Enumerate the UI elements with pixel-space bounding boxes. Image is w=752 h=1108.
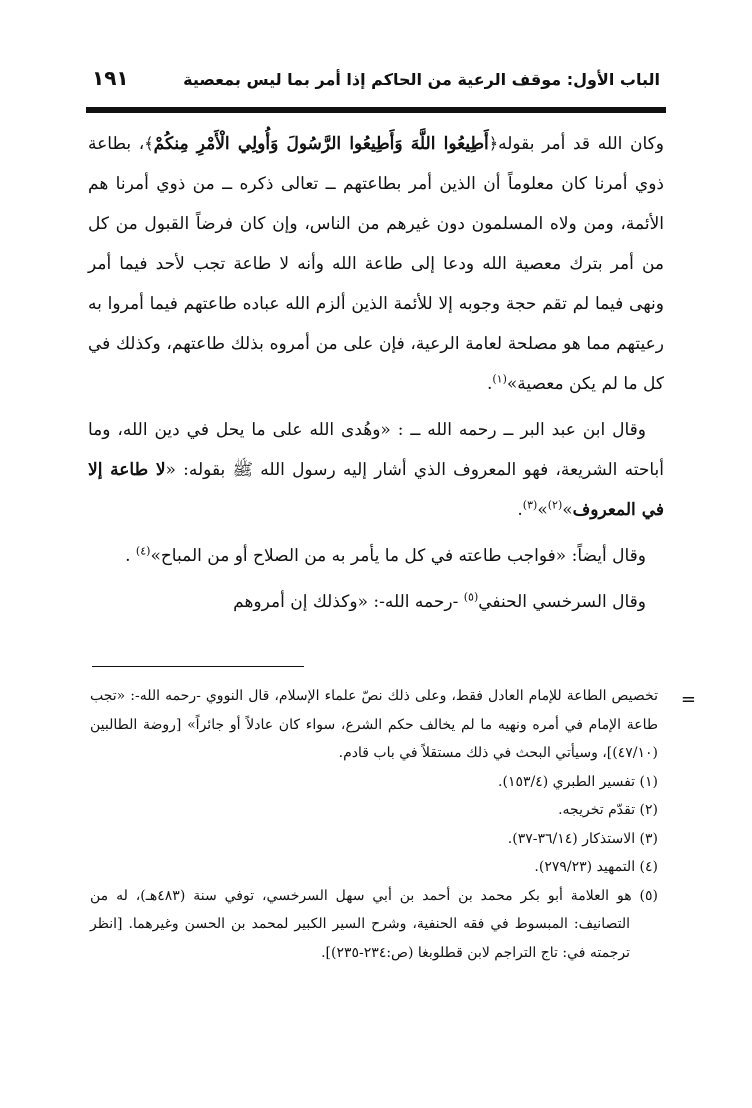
paragraph-1-text-b: ، بطاعة ذوي أمرنا كان معلوماً أن الذين أمر بطاعتهم ــ تعالى ذكره ــ من ذوي أمرنا هم الأئمة، ومن ولاه المسلمون دون غيرهم من الناس، وإن كان فرضاً القبول من كل من أمر بترك معصية الله ودعا إلى طاعة الله وأنه لا طاعة تجب لأحد فيما أمر ونهى فيما لم تقم حجة وجوبه إلا للأئمة الذين ألزم الله عباده طاعتهم فيما أمروا به رعيتهم مما هو مصلحة لعامة الرعية، فإن على من أمروه بذلك طاعتهم، وكذلك في كل ما لم يكن معصية» (88, 134, 664, 394)
paragraph-2-text-c: » (537, 500, 548, 520)
main-text (88, 124, 664, 628)
footnote-continued: تخصيص الطاعة للإمام العادل فقط، وعلى ذلك نصّ علماء الإسلام، قال النووي -رحمه الله-: «تجب طاعة الإمام في أمره ونهيه ما لم يخالف حكم الشرع، سواء كان عادلاً أو جائراً» [روضة الطالبين (٤٧/١٠)]، وسيأتي البحث في ذلك مستقلاً في باب قادم. (90, 688, 658, 761)
hadith-quote: لا طاعة إلا في المعروف (88, 460, 664, 520)
header-rule (86, 107, 666, 113)
footnote-continuation-mark: = (680, 689, 696, 710)
paragraph-1-text-a: وكان الله قد أمر بقوله (498, 134, 664, 154)
footnotes (90, 682, 658, 967)
paragraph-3 (88, 536, 664, 576)
footnote-1: (١) تفسير الطبري (١٥٣/٤). (498, 773, 658, 790)
running-head (92, 66, 660, 98)
quran-close-bracket: ﴾ (144, 134, 154, 153)
footnote-ref-1[interactable]: (١) (492, 372, 507, 386)
paragraph-1-end: . (486, 374, 493, 394)
footnote-ref-5[interactable]: (٥) (463, 590, 479, 604)
footnote-4: (٤) التمهيد (٢٧٩/٢٣). (534, 859, 658, 875)
quran-open-bracket: ﴿ (488, 134, 499, 153)
paragraph-4 (88, 582, 664, 622)
footnote-2: (٢) تقدّم تخريجه. (558, 802, 658, 818)
page-number: ١٩١ (92, 66, 129, 90)
footnote-ref-3[interactable]: (٣) (522, 498, 538, 512)
paragraph-2-end: . (517, 500, 523, 520)
paragraph-3-text: وقال أيضاً: «فواجب طاعته في كل ما يأمر به من الصلاح أو من المباح» (150, 546, 646, 566)
paragraph-3-end: . (125, 546, 136, 566)
footnote-3: (٣) الاستذكار (٣٦/١٤-٣٧). (507, 830, 658, 847)
paragraph-2 (88, 410, 664, 530)
paragraph-2-text-a: وقال ابن عبد البر ــ رحمه الله ــ : «وهُدى الله على ما يحل في دين الله، وما أباحته الشريعة، فهو المعروف الذي أشار إليه رسول الله ﷺ بقوله: « (88, 420, 665, 480)
quran-verse: أَطِيعُوا اللَّهَ وَأَطِيعُوا الرَّسُولَ وَأُولِي الْأَمْرِ مِنكُمْ (153, 134, 489, 154)
paragraph-4-text-a: وقال السرخسي الحنفي (478, 592, 646, 612)
paragraph-2-text-b: » (562, 500, 573, 520)
footnote-ref-2[interactable]: (٢) (547, 498, 563, 512)
footnote-5: (٥) هو العلامة أبو بكر محمد بن أحمد بن أبي سهل السرخسي، توفي سنة (٤٨٣هـ)، له من التصانيف: المبسوط في فقه الحنفية، وشرح السير الكبير لمحمد بن الحسن وغيرهما. [انظر ترجمته في: تاج التراجم لابن قطلوبغا (ص:٢٣٤-٢٣٥)]. (90, 887, 658, 961)
footnote-separator (92, 666, 304, 667)
running-title: الباب الأول: موقف الرعية من الحاكم إذا أمر بما ليس بمعصية (183, 70, 660, 89)
paragraph-1 (88, 124, 664, 404)
footnote-ref-4[interactable]: (٤) (135, 544, 151, 558)
paragraph-4-text-b: -رحمه الله-: «وكذلك إن أمروهم (233, 592, 464, 612)
